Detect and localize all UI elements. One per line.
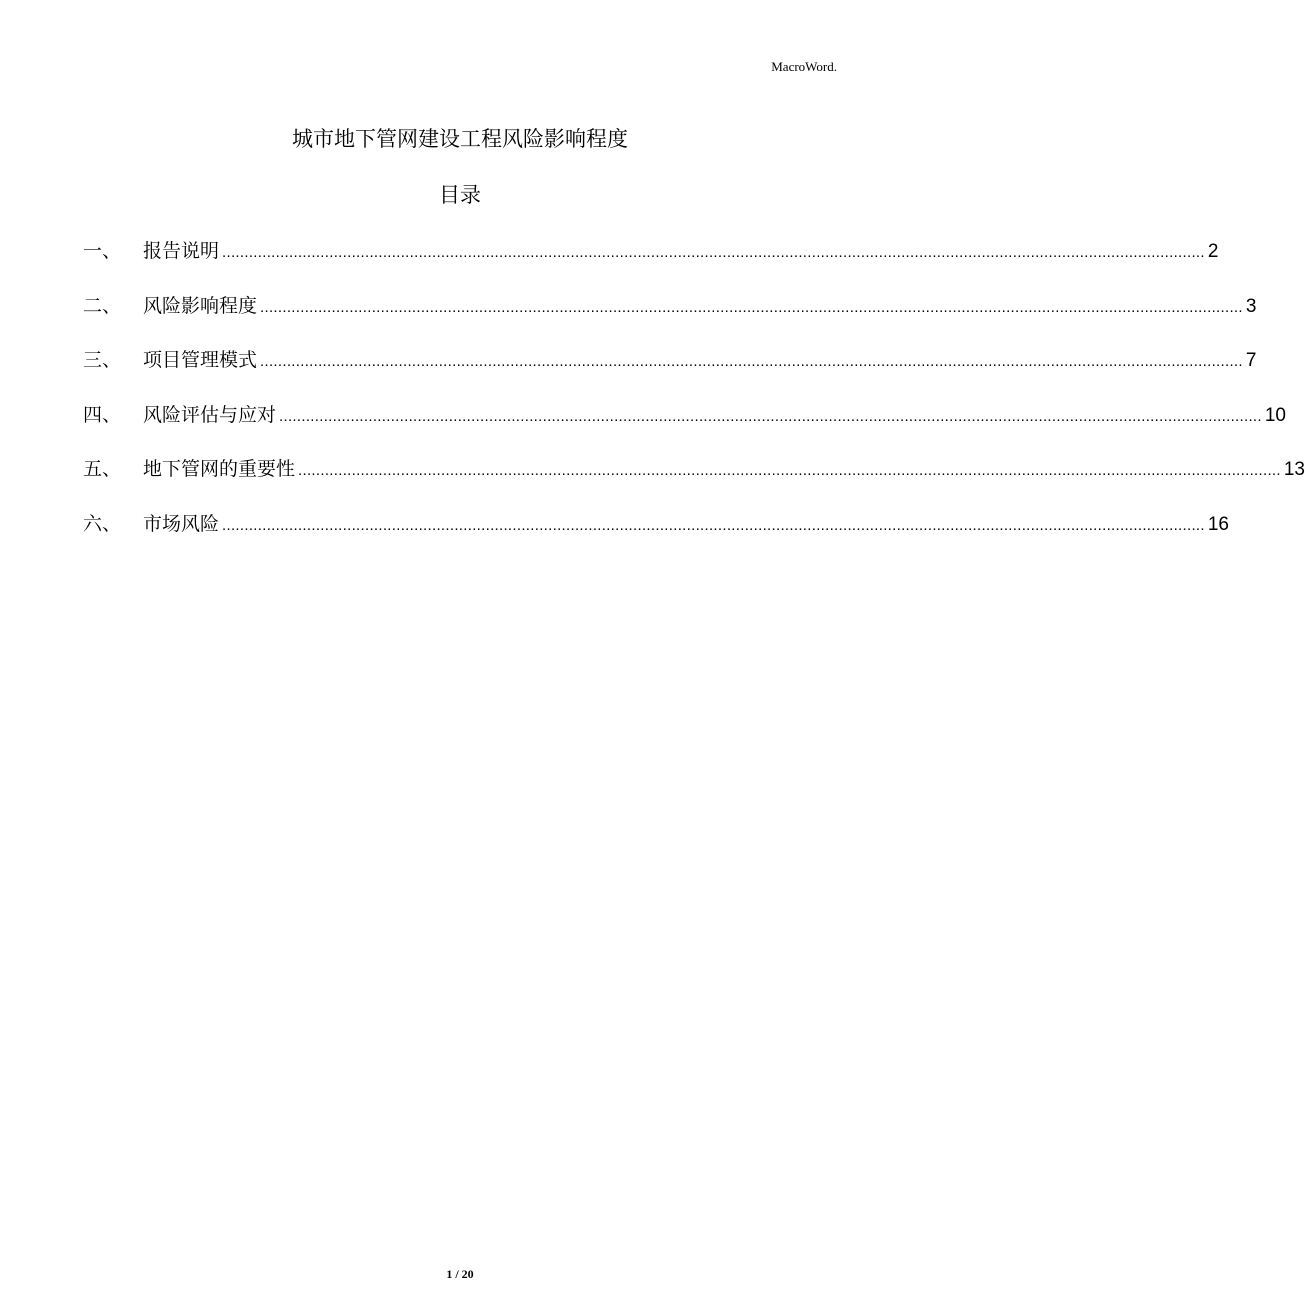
toc-entry-page: 3 xyxy=(1245,295,1257,317)
toc-entry-label: 风险影响程度 xyxy=(143,294,258,317)
toc-entry-page: 10 xyxy=(1264,404,1286,426)
toc-dot-leader: ............................................................................................................................................................................................................................ xyxy=(260,298,1243,316)
toc-dot-leader: ............................................................................................................................................................................................................................ xyxy=(222,244,1205,261)
toc-entry-label: 报告说明 xyxy=(143,240,220,262)
toc-dot-leader: ............................................................................................................................................................................................................................ xyxy=(222,516,1205,534)
toc-dot-leader: ............................................................................................................................................................................................................................ xyxy=(298,462,1281,479)
toc-entry-label: 市场风险 xyxy=(143,512,220,535)
toc-entry-number: 三、 xyxy=(83,349,122,371)
toc-dot-leader: ............................................................................................................................................................................................................................ xyxy=(260,353,1243,370)
toc-entry[interactable] xyxy=(83,291,1257,321)
toc-entry-page: 7 xyxy=(1245,350,1257,371)
toc-entry[interactable] xyxy=(83,236,1219,266)
toc-entry-page: 16 xyxy=(1207,513,1229,535)
toc-entry[interactable] xyxy=(83,345,1257,375)
toc-heading: 目录 xyxy=(439,183,481,207)
toc-entry-number: 四、 xyxy=(83,403,122,426)
header-brand: MacroWord. xyxy=(771,59,837,74)
toc-entry[interactable] xyxy=(83,509,1229,539)
toc-entry-label: 地下管网的重要性 xyxy=(143,458,296,480)
toc-entry-number: 六、 xyxy=(83,512,122,535)
toc-entry-number: 二、 xyxy=(83,294,122,317)
toc-entry[interactable] xyxy=(83,454,1305,484)
toc-entry-number: 五、 xyxy=(83,458,122,480)
toc-entry-page: 2 xyxy=(1207,241,1219,262)
toc-entry-number: 一、 xyxy=(83,240,122,262)
toc-entry-page: 13 xyxy=(1283,459,1305,480)
table-of-contents xyxy=(83,236,1305,563)
toc-entry[interactable] xyxy=(83,400,1286,430)
page-number-footer: 1 / 20 xyxy=(446,1267,474,1281)
toc-entry-label: 项目管理模式 xyxy=(143,349,258,371)
toc-dot-leader: ............................................................................................................................................................................................................................ xyxy=(279,407,1262,425)
document-title: 城市地下管网建设工程风险影响程度 xyxy=(292,127,628,151)
toc-entry-label: 风险评估与应对 xyxy=(143,403,277,426)
